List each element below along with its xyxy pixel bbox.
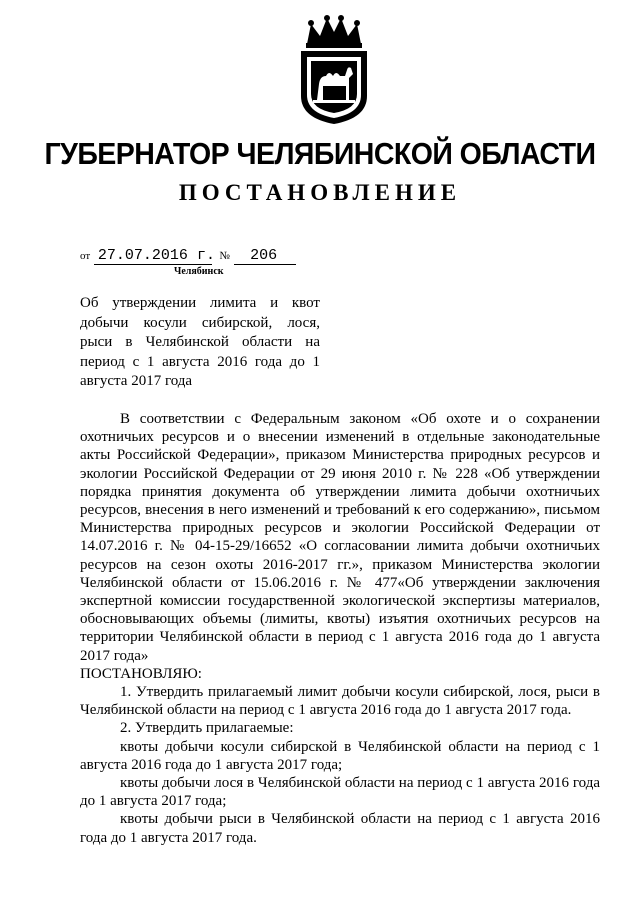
decree-item: 1. Утвердить прилагаемый лимит добычи косули сибирской, лося, рыси в Челябинской области на период с 1 августа 2016 года до 1 августа 2017 года. — [80, 684, 600, 719]
decree-item: квоты добычи рыси в Челябинской области на период с 1 августа 2016 года до 1 августа 2017 года. — [80, 811, 600, 846]
preamble-paragraph: В соответствии с Федеральным законом «Об охоте и о сохранении охотничьих ресурсов и о внесении изменений в отдельные законодательные акты Российской Федерации», приказом Министерства природных ресурсов и экологии Российской Федерации от 29 июня 2010 г. № 228 «Об утверждении порядка принятия документа об утверждении лимита добычи охотничьих ресурсов, внесения в него изменений и требований к его содержанию», письмом Министерства природных ресурсов и экологии Российской Федерации от 14.07.2016 г. № 04-15-29/16652 «О согласовании лимита добычи охотничьих ресурсов на сезон охоты 2016-2017 гг.», приказом Министерства экологии Челябинской области от 15.06.2016 г. № 477«Об утверждении заключения экспертной комиссии государственной экологической экспертизы материалов, обосновывающих объемы (лимиты, квоты) изъятия охотничьих ресурсов на территории Челябинской области в период с 1 августа 2016 года до 1 августа 2017 года» — [80, 411, 600, 664]
city-label: Челябинск — [174, 266, 224, 277]
date-prefix: от — [80, 250, 91, 262]
number-sign: № — [219, 250, 230, 262]
decree-item: 2. Утвердить прилагаемые: — [120, 720, 294, 737]
coat-of-arms-emblem — [293, 14, 375, 126]
decree-word: ПОСТАНОВЛЯЮ: — [80, 665, 202, 682]
decree-item: квоты добычи лося в Челябинской области на период с 1 августа 2016 года до 1 августа 2017 года; — [80, 775, 600, 810]
document-type: ПОСТАНОВЛЕНИЕ — [178, 180, 462, 205]
document-body — [80, 410, 600, 847]
document-number: 206 — [234, 248, 296, 265]
document-subject: Об утверждении лимита и квот добычи косули сибирской, лося, рыси в Челябинской области на период с 1 августа 2016 года до 1 августа 2017 года — [80, 295, 320, 389]
document-meta — [80, 247, 296, 265]
decree-item: квоты добычи косули сибирской в Челябинской области на период с 1 августа 2016 года до 1 августа 2017 года; — [80, 738, 600, 773]
document-date: 27.07.2016 г. — [94, 248, 212, 265]
governor-title: ГУБЕРНАТОР ЧЕЛЯБИНСКОЙ ОБЛАСТИ — [44, 136, 596, 171]
